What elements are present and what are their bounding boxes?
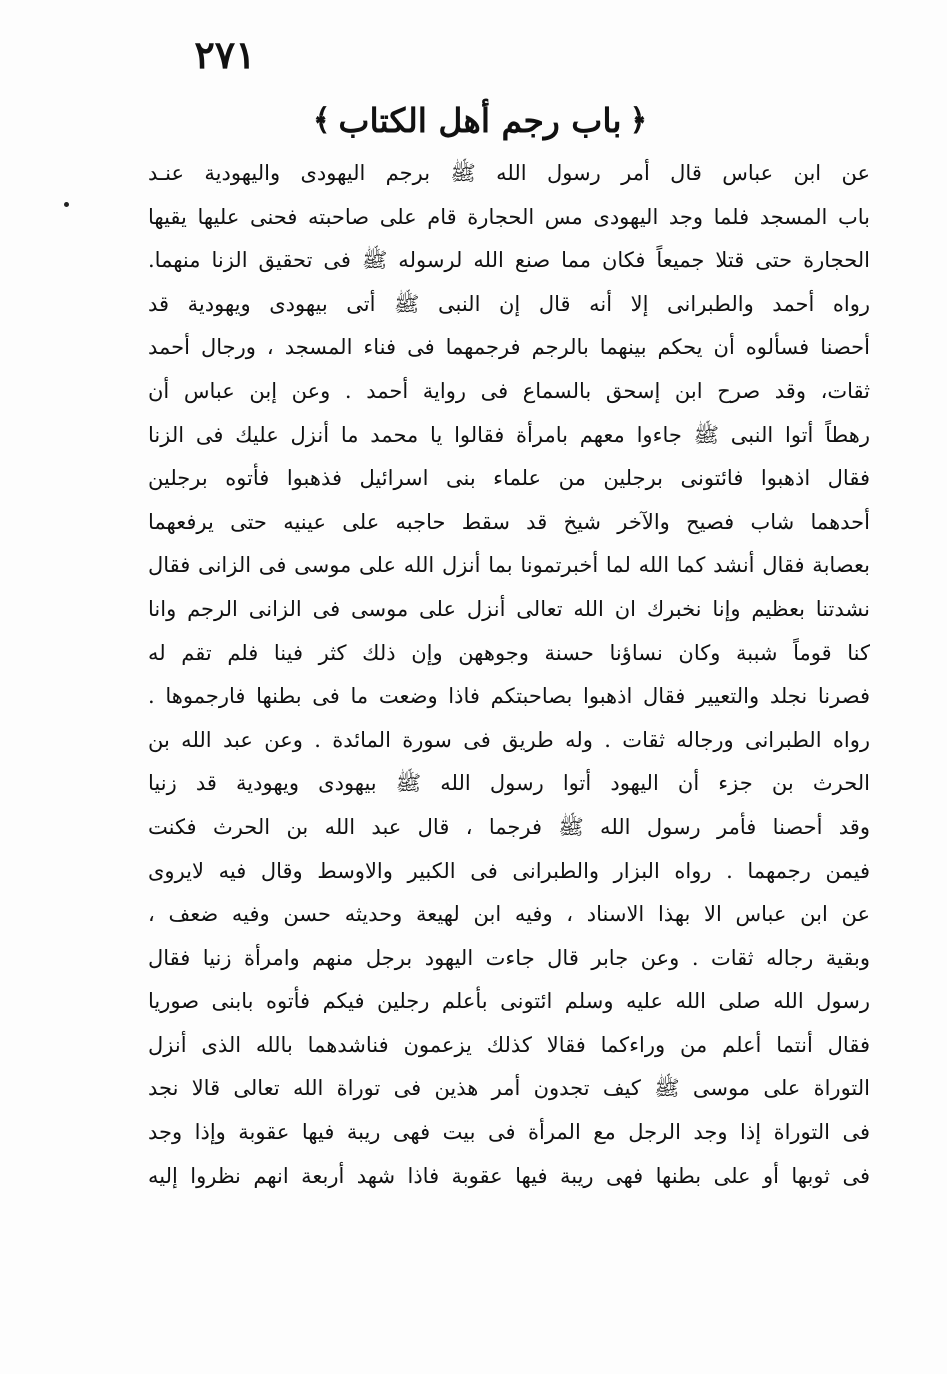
text-line: التوراة على موسى ﷺ كيف تجدون أمر هذين فى توراة الله تعالى قالا نجد bbox=[148, 1076, 870, 1101]
text-line: رهطاً أتوا النبى ﷺ جاءوا معهم بامرأة فقالوا يا محمد ما أنزل عليك فى الزنا bbox=[148, 422, 870, 447]
text-line: فيمن رجمهما . رواه البزار والطبرانى فى الكبير والاوسط وقال فيه لايروى bbox=[148, 858, 870, 883]
text-line: فى ثوبها أو على بطنها فهى ريبة فيها عقوبة فاذا شهد أربعة انهم نظروا إليه bbox=[148, 1163, 870, 1188]
text-line: عن ابن عباس الا بهذا الاسناد ، وفيه ابن لهيعة وحديثه حسن وفيه ضعف ، bbox=[148, 902, 870, 927]
text-line: فى التوراة إذا وجد الرجل مع المرأة فى بيت فهى ريبة فيها عقوبة وإذا وجد bbox=[148, 1120, 870, 1145]
text-line: فقال اذهبوا فائتونى برجلين من علماء بنى اسرائيل فذهبوا فأتوه برجلين bbox=[148, 466, 870, 491]
heading-ornament-left: ﴾ bbox=[312, 102, 331, 138]
text-line: بعصابة فقال أنشد كما الله لما أخبرتمونا بما أنزل الله على موسى فى الزانى فقال bbox=[148, 553, 870, 578]
chapter-title: باب رجم أهل الكتاب bbox=[338, 100, 622, 140]
ink-speck bbox=[64, 202, 69, 207]
chapter-heading bbox=[290, 92, 670, 148]
text-line: الحجارة حتى قتلا جميعاً فكان مما صنع الله لرسوله ﷺ فى تحقيق الزنا منهما. bbox=[148, 248, 870, 273]
text-line: رسول الله صلى الله عليه وسلم ائتونى بأعلم رجلين فيكم فأتوه بابنى صوريا bbox=[148, 989, 870, 1014]
text-line: ثقات، وقد صرح ابن إسحق بالسماع فى رواية أحمد . وعن إبن عباس أن bbox=[148, 378, 870, 403]
text-line: عن ابن عباس قال أمر رسول الله ﷺ برجم اليهودى واليهودية عنـد bbox=[148, 161, 870, 185]
text-line: رواه أحمد والطبرانى إلا أنه قال إن النبى ﷺ أتى بيهودى ويهودية قد bbox=[148, 291, 870, 316]
text-line: فصرنا نجلد والتعيير فقال اذهبوا بصاحبتكم فاذا وضعت ما فى بطنها فارجموها . bbox=[148, 684, 870, 709]
body-text bbox=[148, 152, 870, 1198]
text-line: أحصنا فسألوه أن يحكم بينهما بالرجم فرجمهما فى فناء المسجد ، ورجال أحمد bbox=[148, 335, 870, 360]
text-line: كنا قوماً شببة وكان نساؤنا حسنة وجوههن وإن ذلك كثر فينا فلم تقم له bbox=[148, 640, 870, 665]
text-line: وقد أحصنا فأمر رسول الله ﷺ فرجما ، قال عبد الله بن الحرث فكنت bbox=[148, 814, 870, 839]
text-line: أحدهما شاب فصيح والآخر شيخ قد سقط حاجبه على عينيه حتى يرفعهما bbox=[148, 509, 870, 534]
text-line: رواه الطبرانى ورجاله ثقات . وله طريق فى سورة المائدة . وعن عبد الله بن bbox=[148, 727, 870, 752]
text-line: وبقية رجاله ثقات . وعن جابر قال جاءت اليهود برجل منهم وامرأة زنيا فقال bbox=[148, 945, 870, 970]
text-line: نشدتنا بعظيم وإنا نخبرك ان الله تعالى أنزل على موسى فى الزانى الرجم وانا bbox=[148, 596, 870, 621]
page-number: ٢٧١ bbox=[194, 32, 256, 77]
heading-ornament-right: ﴿ bbox=[629, 102, 648, 138]
text-line: الحرث بن جزء أن اليهود أتوا رسول الله ﷺ بيهودى ويهودية قد زنيا bbox=[148, 771, 870, 796]
text-line: باب المسجد فلما وجد اليهودى مس الحجارة قام على صاحبته فحنى عليها يقيها bbox=[148, 204, 870, 229]
text-line: فقال أنتما أعلم من وراءكما فقالا كذلك يزعمون فناشدهما بالله الذى أنزل bbox=[148, 1032, 870, 1057]
